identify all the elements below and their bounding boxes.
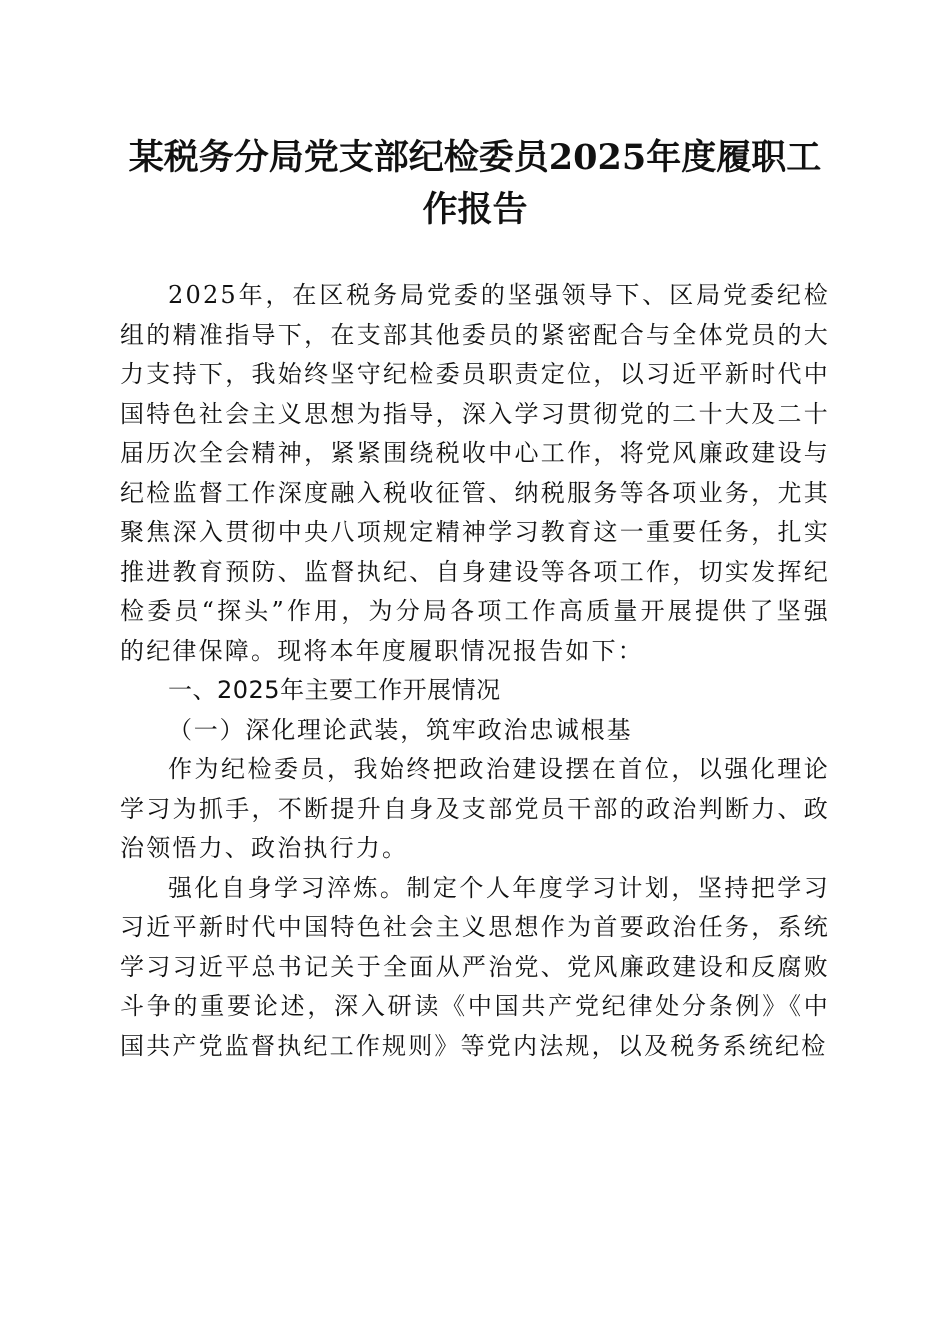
subsection-heading-1: （一）深化理论武装，筑牢政治忠诚根基 [168,715,633,744]
body-paragraph: 强化自身学习淬炼。制定个人年度学习计划，坚持把学习习近平新时代中国特色社会主义思想作为首要政治任务，系统学习习近平总书记关于全面从严治党、党风廉政建设和反腐败斗争的重要论述，深入研读《中国共产党纪律处分条例》《中国共产党监督执纪工作规则》等党内法规，以及税务系统纪检 [120,873,830,1060]
body-paragraph: 作为纪检委员，我始终把政治建设摆在首位，以强化理论学习为抓手，不断提升自身及支部党员干部的政治判断力、政治领悟力、政治执行力。 [120,755,830,862]
document-title: 某税务分局党支部纪检委员2025年度履职工作报告 [128,137,822,230]
document-body [120,276,830,1066]
section-heading-1: 一、2025年主要工作开展情况 [168,676,501,704]
intro-paragraph: 2025年，在区税务局党委的坚强领导下、区局党委纪检组的精准指导下，在支部其他委员的紧密配合与全体党员的大力支持下，我始终坚守纪检委员职责定位，以习近平新时代中国特色社会主义思想为指导，深入学习贯彻党的二十大及二十届历次全会精神，紧紧围绕税收中心工作，将党风廉政建设与纪检监督工作深度融入税收征管、纳税服务等各项业务，尤其聚焦深入贯彻中央八项规定精神学习教育这一重要任务，扎实推进教育预防、监督执纪、自身建设等各项工作，切实发挥纪检委员“探头”作用，为分局各项工作高质量开展提供了坚强的纪律保障。现将本年度履职情况报告如下： [120,281,830,665]
